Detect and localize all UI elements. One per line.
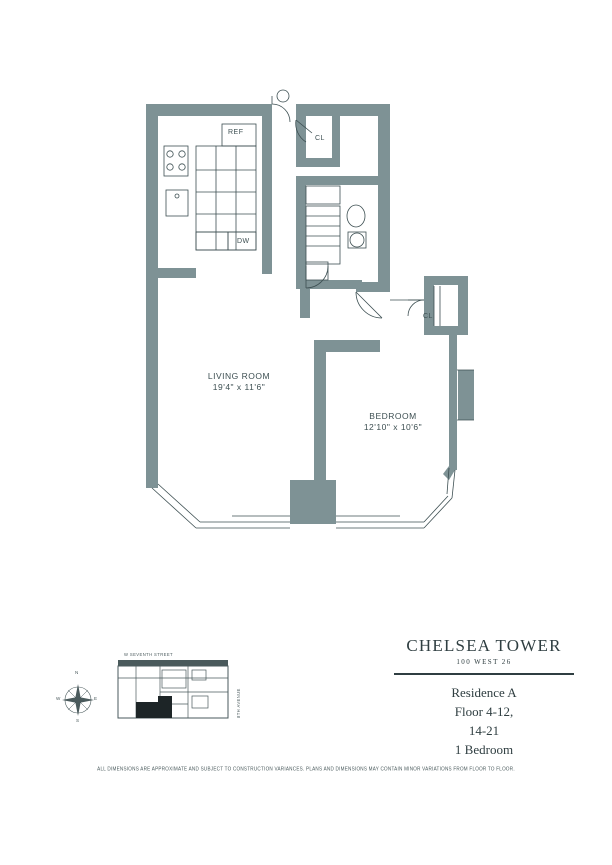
key-plan-svg	[40, 644, 250, 744]
residence-label: Residence A	[451, 685, 517, 700]
closet-tag: CL	[423, 313, 433, 320]
title-divider	[394, 673, 574, 675]
compass-west-label: W	[56, 696, 61, 701]
floor-label-line1: Floor 4-12,	[454, 703, 514, 719]
appliance-tag-dw: DW	[237, 238, 250, 245]
compass-south-label: S	[76, 718, 80, 723]
street-label-top: W SEVENTH STREET	[124, 652, 173, 657]
floor-label-line2: 14-21	[468, 722, 500, 738]
appliance-tag-ref: REF	[228, 129, 244, 136]
building-address: 100 WEST 26	[456, 658, 512, 666]
compass-east-label: E	[94, 696, 98, 701]
bedroom-count-label: 1 Bedroom	[454, 741, 514, 757]
room-name: LIVING ROOM	[207, 371, 271, 381]
building-name: CHELSEA TOWER	[406, 636, 562, 655]
room-label	[179, 371, 299, 394]
room-dimensions: 19'4" x 11'6"	[212, 382, 266, 393]
closet-tag: CL	[315, 135, 325, 142]
title-block	[394, 636, 574, 759]
disclaimer-text: ALL DIMENSIONS ARE APPROXIMATE AND SUBJECT TO CONSTRUCTION VARIANCES. PLANS AND DIMENSIONS MAY CONTAIN MINOR VARIATIONS FROM FLOOR TO FLOOR.	[97, 765, 515, 772]
key-plan	[40, 644, 250, 744]
room-dimensions: 12'10" x 10'6"	[363, 422, 423, 433]
street-label-right: 8TH AVENUE	[236, 688, 241, 718]
compass-north-label: N	[75, 670, 79, 675]
room-name: BEDROOM	[369, 411, 417, 421]
room-label	[333, 411, 453, 434]
